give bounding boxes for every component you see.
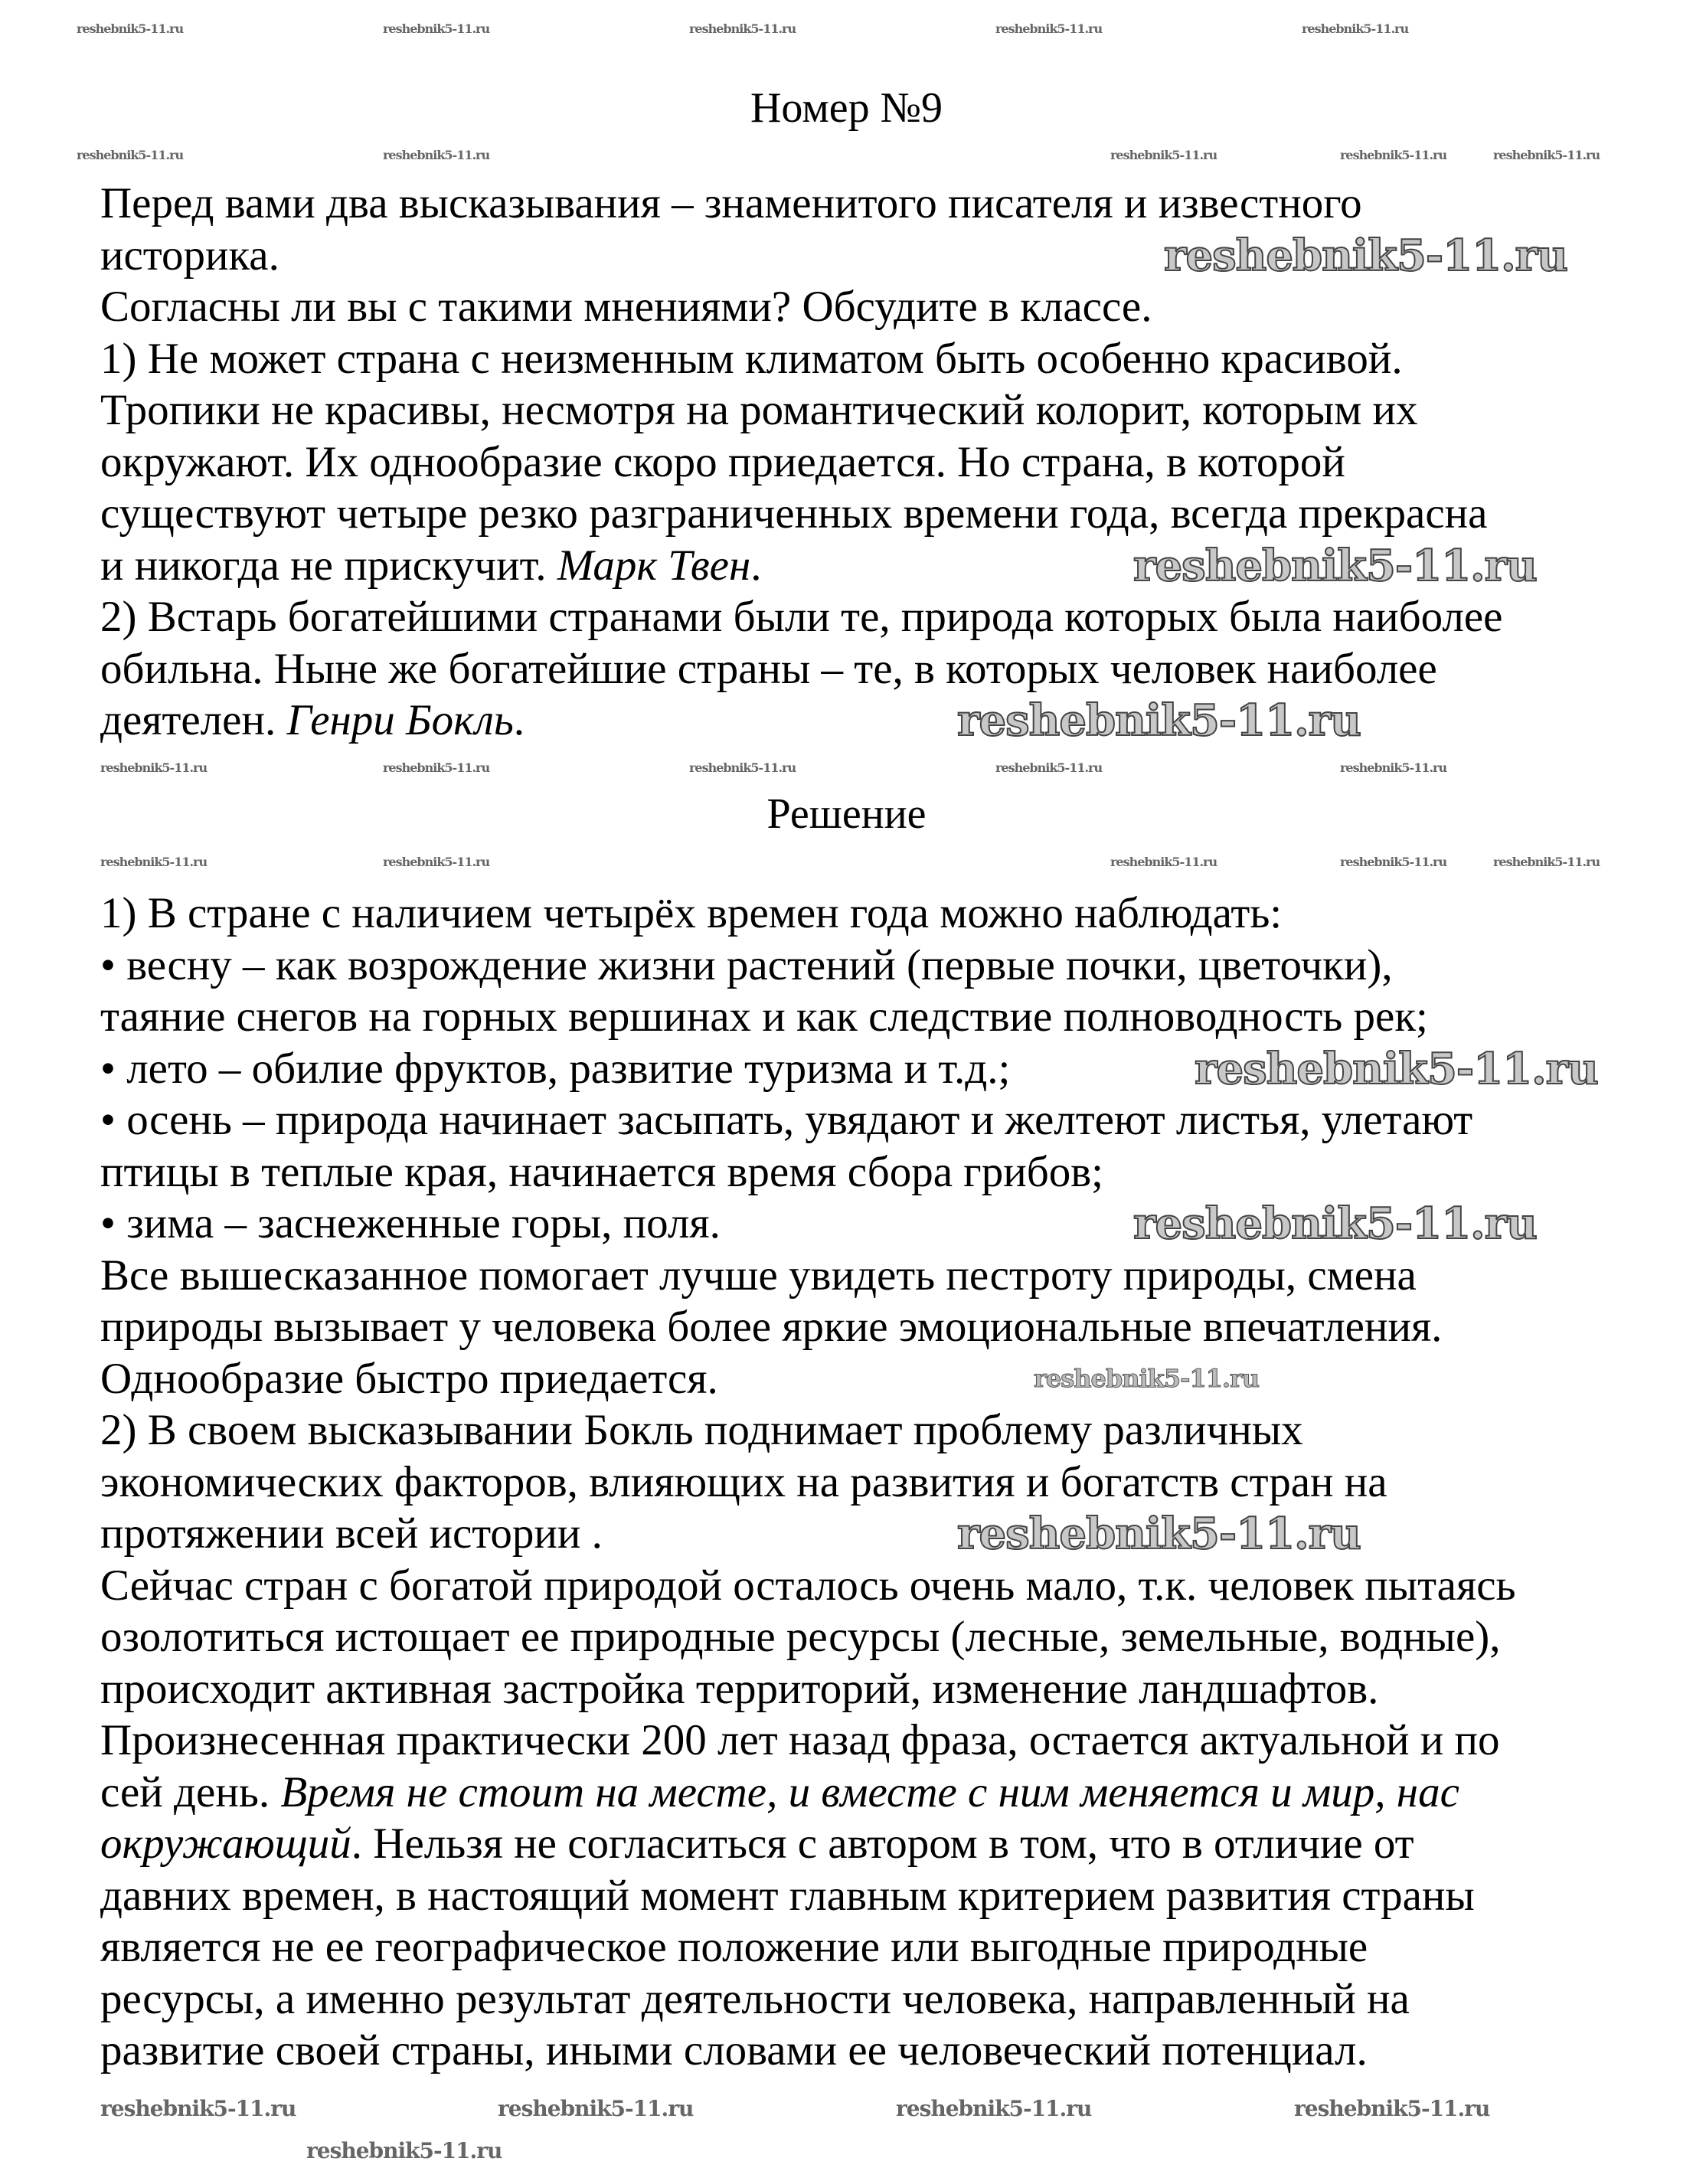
text-line	[100, 1767, 1516, 1819]
watermark: reshebnik5-11.ru	[383, 760, 490, 775]
italic-text: Время не стоит на месте, и вместе с ним меняется и мир, нас	[280, 1767, 1459, 1816]
text-segment: Перед вами два высказывания – знаменитого писателя и известного	[100, 179, 1362, 227]
watermark: reshebnik5-11.ru	[1034, 1364, 1260, 1393]
watermark: reshebnik5-11.ru	[306, 2138, 502, 2163]
text-line	[100, 888, 1516, 940]
text-line	[100, 1611, 1516, 1663]
text-segment: 1) Не может страна с неизменным климатом быть особенно красивой.	[100, 334, 1403, 383]
watermark: reshebnik5-11.ru	[383, 855, 490, 869]
text-segment: • лето – обилие фруктов, развитие туризма и т.д.;	[100, 1044, 1011, 1093]
text-line	[100, 2025, 1516, 2077]
text-segment: Тропики не красивы, несмотря на романтический колорит, которым их	[100, 386, 1418, 434]
text-line	[100, 1301, 1516, 1353]
text-segment: ресурсы, а именно результат деятельности человека, направленный на	[100, 1974, 1410, 2023]
watermark: reshebnik5-11.ru	[995, 760, 1103, 775]
text-segment: .	[513, 696, 525, 744]
watermark: reshebnik5-11.ru	[498, 2096, 694, 2121]
watermark: reshebnik5-11.ru	[1493, 148, 1600, 162]
watermark: reshebnik5-11.ru	[1340, 760, 1447, 775]
solution-heading: Решение	[766, 790, 927, 838]
text-line	[100, 1250, 1516, 1302]
text-segment: Однообразие быстро приедается.	[100, 1354, 718, 1403]
watermark: reshebnik5-11.ru	[383, 21, 490, 36]
text-segment: озолотиться истощает ее природные ресурсы (лесные, земельные, водные),	[100, 1613, 1501, 1661]
watermark: reshebnik5-11.ru	[100, 760, 208, 775]
text-segment: историка.	[100, 230, 279, 280]
text-segment: природы вызывает у человека более яркие эмоциональные впечатления.	[100, 1303, 1443, 1351]
watermark: reshebnik5-11.ru	[1294, 2096, 1490, 2121]
watermark: reshebnik5-11.ru	[1302, 21, 1409, 36]
watermark: reshebnik5-11.ru	[1133, 1198, 1537, 1249]
text-line	[100, 1973, 1516, 2025]
watermark: reshebnik5-11.ru	[1195, 1044, 1598, 1094]
text-line	[100, 1457, 1516, 1509]
page-title: Номер №9	[750, 84, 943, 132]
text-line	[100, 1353, 1516, 1405]
text-line	[100, 384, 1502, 436]
watermark: reshebnik5-11.ru	[77, 148, 184, 162]
text-line	[100, 940, 1516, 992]
text-line	[100, 1663, 1516, 1715]
text-line	[100, 1146, 1516, 1198]
watermark: reshebnik5-11.ru	[957, 695, 1361, 746]
text-segment: 2) В своем высказывании Бокль поднимает проблему различных	[100, 1406, 1303, 1454]
watermark: reshebnik5-11.ru	[896, 2096, 1092, 2121]
text-line	[100, 1870, 1516, 1922]
text-segment: сей день.	[100, 1767, 281, 1816]
italic-text: Генри Бокль	[286, 696, 514, 744]
text-segment: Согласны ли вы с такими мнениями? Обсудите в классе.	[100, 283, 1152, 331]
text-segment: и никогда не прискучит.	[100, 541, 557, 590]
text-line	[100, 1094, 1516, 1146]
text-line	[100, 643, 1502, 695]
text-line	[100, 281, 1502, 333]
text-segment: Все вышесказанное помогает лучше увидеть пестроту природы, смена	[100, 1251, 1417, 1300]
text-segment: развитие своей страны, иными словами ее человеческий потенциал.	[100, 2026, 1368, 2074]
text-segment: . Нельзя не согласиться с автором в том, что в отличие от	[351, 1819, 1414, 1868]
italic-text: Марк Твен	[557, 541, 751, 590]
text-line	[100, 1818, 1516, 1870]
text-segment: птицы в теплые края, начинается время сбора грибов;	[100, 1147, 1103, 1196]
text-segment: происходит активная застройка территорий, изменение ландшафтов.	[100, 1664, 1379, 1713]
text-segment: 2) Встарь богатейшими странами были те, природа которых была наиболее	[100, 593, 1503, 641]
text-segment: давних времен, в настоящий момент главным критерием развития страны	[100, 1871, 1475, 1920]
text-segment: таяние снегов на горных вершинах и как следствие полноводность рек;	[100, 992, 1428, 1041]
text-line	[100, 333, 1502, 385]
text-segment: протяжении всей истории .	[100, 1509, 603, 1558]
text-segment: является не ее географическое положение или выгодные природные	[100, 1923, 1368, 1971]
watermark: reshebnik5-11.ru	[995, 21, 1103, 36]
text-line	[100, 1921, 1516, 1973]
text-line	[100, 1560, 1516, 1612]
text-line	[100, 1404, 1516, 1457]
watermark: reshebnik5-11.ru	[689, 760, 796, 775]
text-line	[100, 991, 1516, 1043]
text-line	[100, 488, 1502, 540]
text-segment: окружают. Их однообразие скоро приедается. Но страна, в которой	[100, 437, 1345, 486]
watermark: reshebnik5-11.ru	[77, 21, 184, 36]
watermark: reshebnik5-11.ru	[1133, 541, 1537, 591]
watermark: reshebnik5-11.ru	[100, 855, 208, 869]
text-line	[100, 178, 1502, 230]
text-segment: • зима – заснеженные горы, поля.	[100, 1199, 721, 1247]
text-segment: .	[750, 541, 762, 590]
text-segment: обильна. Ныне же богатейшие страны – те, в которых человек наиболее	[100, 644, 1437, 693]
watermark: reshebnik5-11.ru	[383, 148, 490, 162]
text-segment: 1) В стране с наличием четырёх времен года можно наблюдать:	[100, 889, 1283, 937]
text-segment: • осень – природа начинает засыпать, увядают и желтеют листья, улетают	[100, 1096, 1473, 1144]
text-segment: Сейчас стран с богатой природой осталось очень мало, т.к. человек пытаясь	[100, 1561, 1516, 1610]
watermark: reshebnik5-11.ru	[1110, 148, 1217, 162]
text-line	[100, 591, 1502, 643]
watermark: reshebnik5-11.ru	[957, 1509, 1361, 1559]
text-line	[100, 1715, 1516, 1767]
text-segment: экономических факторов, влияющих на развития и богатств стран на	[100, 1457, 1387, 1506]
text-segment: существуют четыре резко разграниченных времени года, всегда прекрасна	[100, 489, 1488, 538]
watermark: reshebnik5-11.ru	[1340, 148, 1447, 162]
text-line	[100, 436, 1502, 489]
watermark: reshebnik5-11.ru	[1340, 855, 1447, 869]
text-segment: деятелен.	[100, 696, 287, 744]
watermark: reshebnik5-11.ru	[689, 21, 796, 36]
text-segment: • весну – как возрождение жизни растений (первые почки, цветочки),	[100, 940, 1393, 989]
italic-text: окружающий	[100, 1819, 351, 1868]
watermark: reshebnik5-11.ru	[1164, 230, 1567, 281]
text-segment: Произнесенная практически 200 лет назад фраза, остается актуальной и по	[100, 1716, 1500, 1764]
watermark: reshebnik5-11.ru	[1493, 855, 1600, 869]
watermark: reshebnik5-11.ru	[100, 2096, 296, 2121]
watermark: reshebnik5-11.ru	[1110, 855, 1217, 869]
